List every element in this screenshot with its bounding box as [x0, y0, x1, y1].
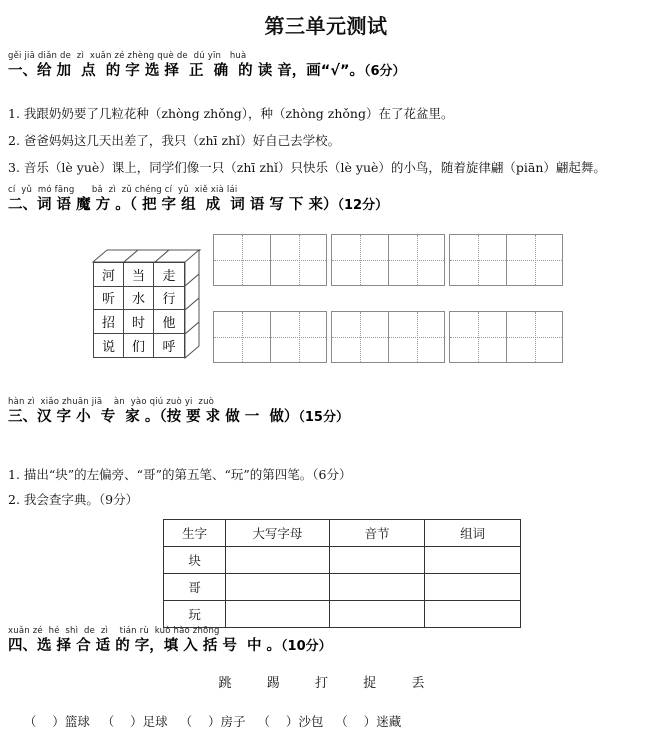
column-header-character: 生字 [164, 520, 226, 547]
blank-item-4[interactable] [257, 714, 323, 729]
section-3-score: （15分） [298, 410, 349, 425]
answer-box-2[interactable] [331, 234, 445, 286]
blank-word: 篮球 [64, 714, 90, 729]
section-2-heading-text: 二、词 语 魔 方 。（ 把 字 组 成 词 语 写 下 来） [8, 197, 338, 213]
table-row [164, 601, 521, 628]
cube-cell: 说 [94, 334, 124, 358]
row-syllable-blank[interactable] [329, 574, 425, 601]
blank-word: 迷藏 [376, 714, 402, 729]
section-4-pinyin: xuǎn zé hé shì de zì tián rù kuò hào zhōng [8, 626, 220, 636]
section-2-pinyin: cí yǔ mó fāng bǎ zì zǔ chéng cí yǔ xiě xià lái [8, 185, 238, 195]
cube-cell: 河 [94, 263, 124, 287]
cube-cell: 水 [124, 287, 154, 311]
blank-bracket[interactable]: （ ） [257, 714, 299, 729]
row-syllable-blank[interactable] [329, 601, 425, 628]
section-3-pinyin: hàn zì xiǎo zhuān jiā àn yào qiú zuò yi zuò [8, 397, 215, 407]
row-capital-letter-blank[interactable] [226, 574, 330, 601]
column-header-capital-letter: 大写字母 [226, 520, 330, 547]
blank-item-5[interactable] [335, 714, 401, 729]
section-3-heading-text: 三、汉 字 小 专 家 。（按 要 求 做 一 做） [8, 409, 299, 425]
blank-bracket[interactable]: （ ） [23, 714, 65, 729]
cube-cell: 他 [154, 310, 184, 334]
row-syllable-blank[interactable] [329, 547, 425, 574]
answer-cell[interactable] [506, 312, 562, 362]
answer-box-3[interactable] [449, 234, 563, 286]
column-header-syllable: 音节 [329, 520, 425, 547]
dictionary-table [163, 519, 521, 628]
row-character: 玩 [164, 601, 226, 628]
cube-cell: 当 [124, 263, 154, 287]
blank-word: 房子 [220, 714, 246, 729]
section-2-heading-block [8, 184, 648, 215]
row-capital-letter-blank[interactable] [226, 547, 330, 574]
table-row [164, 574, 521, 601]
blank-bracket[interactable]: （ ） [101, 714, 143, 729]
blank-item-2[interactable] [102, 714, 168, 729]
section-1-heading-text: 一、给 加 点 的 字 选 择 正 确 的 读 音，画“√”。 [8, 63, 364, 79]
answer-box-5[interactable] [331, 311, 445, 363]
answer-cell[interactable] [270, 312, 326, 362]
blank-item-3[interactable] [180, 714, 246, 729]
section-2-score: （12分） [337, 198, 389, 213]
answer-cell[interactable] [332, 312, 388, 362]
section-1-pinyin: gěi jiā diǎn de zì xuǎn zé zhèng què de dú yīn huà [8, 51, 247, 61]
table-header-row [164, 520, 521, 547]
section-4-blank-row [8, 697, 648, 745]
answer-cell[interactable] [450, 312, 506, 362]
column-header-word: 组词 [425, 520, 521, 547]
section-3-subquestion-2: 2. 我会查字典。（9分） [8, 492, 139, 507]
section-3-heading [8, 408, 648, 427]
section-1-question-2: 2. 爸爸妈妈这几天出差了，我只（zhī zhǐ）好自己去学校。 [8, 133, 341, 148]
row-capital-letter-blank[interactable] [226, 601, 330, 628]
page-title: 第三单元测试 [264, 14, 388, 38]
row-word-blank[interactable] [425, 547, 521, 574]
section-1-heading [8, 62, 648, 81]
answer-cell[interactable] [450, 235, 506, 285]
word-cube [86, 248, 210, 366]
answer-cell[interactable] [388, 235, 444, 285]
blank-gap [90, 714, 102, 729]
row-word-blank[interactable] [425, 574, 521, 601]
cube-cell: 呼 [162, 339, 176, 355]
cube-cell: 时 [124, 310, 154, 334]
row-word-blank[interactable] [425, 601, 521, 628]
blank-word: 足球 [142, 714, 168, 729]
section-1-heading-block [8, 50, 648, 81]
answer-cell[interactable] [388, 312, 444, 362]
blank-item-1[interactable] [24, 714, 90, 729]
section-4-heading-block [8, 625, 648, 656]
answer-box-4[interactable] [213, 311, 327, 363]
table-row [164, 547, 521, 574]
row-character: 哥 [164, 574, 226, 601]
blank-gap [246, 714, 258, 729]
cube-character-grid [93, 262, 185, 358]
answer-box-6[interactable] [449, 311, 563, 363]
section-1-question-3: 3. 音乐（lè yuè）课上，同学们像一只（zhī zhǐ）只快乐（lè yuè）的小鸟，随着旋律翩（piān）翩起舞。 [8, 160, 606, 175]
answer-cell[interactable] [214, 312, 270, 362]
cube-cell: 行 [154, 287, 184, 311]
section-3-heading-block [8, 396, 648, 427]
cube-cell: 招 [94, 310, 124, 334]
answer-cell[interactable] [214, 235, 270, 285]
section-1-score: （6分） [364, 64, 406, 79]
section-4-heading [8, 637, 648, 656]
blank-bracket[interactable]: （ ） [335, 714, 377, 729]
cube-cell: 走 [154, 263, 184, 287]
section-4-choice-characters: 跳 踢 打 捉 丢 [218, 676, 434, 691]
answer-cell[interactable] [332, 235, 388, 285]
row-character: 块 [164, 547, 226, 574]
cube-cell: 们 [124, 334, 154, 358]
section-4-score: （10分） [281, 639, 332, 654]
section-3-subquestion-1: 1. 描出“块”的左偏旁、“哥”的第五笔、“玩”的第四笔。（6分） [8, 467, 352, 482]
blank-gap [168, 714, 180, 729]
section-2-heading [8, 196, 648, 215]
answer-cell[interactable] [270, 235, 326, 285]
section-1-question-1: 1. 我跟奶奶要了几粒花种（zhòng zhǒng），种（zhòng zhǒng）在了花盆里。 [8, 106, 454, 121]
blank-bracket[interactable]: （ ） [179, 714, 221, 729]
answer-cell[interactable] [506, 235, 562, 285]
cube-cell: 听 [94, 287, 124, 311]
blank-word: 沙包 [298, 714, 324, 729]
section-4-heading-text: 四、选 择 合 适 的 字，填 入 括 号 中 。 [8, 638, 282, 654]
answer-box-1[interactable] [213, 234, 327, 286]
blank-gap [323, 714, 335, 729]
